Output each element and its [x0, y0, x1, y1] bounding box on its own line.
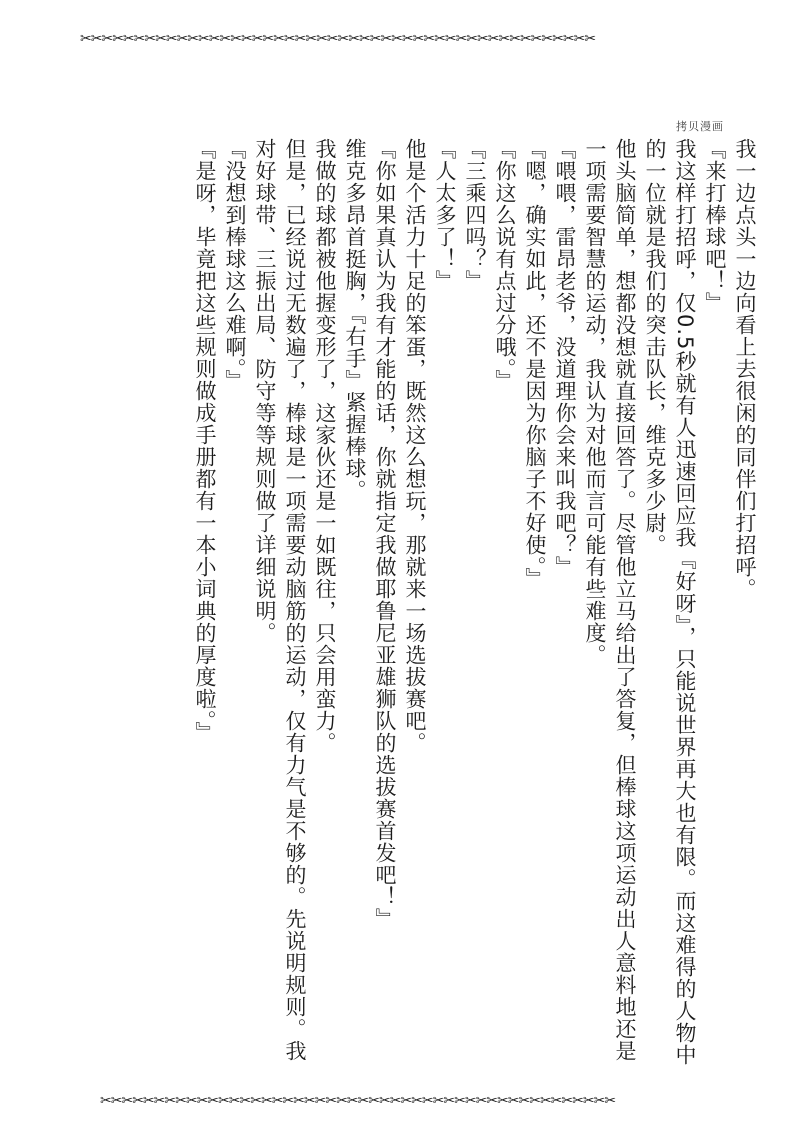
- paragraph: 维克多昂首挺胸，『右手』紧握棒球。: [343, 138, 367, 502]
- paragraph: 『喂喂，雷昂老爷，没道理你会来叫我吧？』: [553, 138, 577, 578]
- paragraph: 『你这么说有点过分哦。』: [493, 138, 517, 392]
- paragraph: 我做的球都被他握变形了，这家伙还是一如既往，只会用蛮力。: [313, 138, 337, 754]
- paragraph: 『三乘四吗？』: [463, 138, 487, 292]
- watermark-label: 拷贝漫画: [676, 120, 724, 133]
- top-ornament-border: ✂✂✂✂✂✂✂✂✂✂✂✂✂✂✂✂✂✂✂✂✂✂✂✂✂✂✂✂✂✂✂✂✂✂✂✂✂✂✂✂✂✂✂✂✂✂✂✂: [80, 32, 596, 46]
- paragraph: 『人太多了！』: [433, 138, 457, 292]
- paragraph: 『来打棒球吧！』: [703, 138, 727, 314]
- paragraph: 『是呀，毕竟把这些规则做成手册都有一本小词典的厚度啦。』: [193, 138, 217, 744]
- paragraph: 我这样打招呼，仅0.5秒就有人迅速回应我『好呀』，只能说世界再大也有限。而这难得的人物中的一位就是我们的突击队长，维克多少尉。: [643, 138, 697, 1066]
- paragraph: 『你如果真认为我有才能的话，你就指定我做耶鲁尼亚雄狮队的选拔赛首发吧！』: [373, 138, 397, 930]
- paragraph: 他头脑简单，想都没想就直接回答了。尽管他立马给出了答复，但棒球这项运动出人意料地还是一项需要智慧的运动，我认为对他而言可能有些难度。: [583, 138, 637, 1062]
- paragraph: 我一边点头一边向看上去很闲的同伴们打招呼。: [733, 138, 757, 600]
- paragraph: 『没想到棒球这么难啊。』: [223, 138, 247, 392]
- paragraph: 『嗯，确实如此，还不是因为你脑子不好使。』: [523, 138, 547, 590]
- paragraph: 他是个活力十足的笨蛋，既然这么想玩，那就来一场选拔赛吧。: [403, 138, 427, 754]
- novel-text-body: [80, 138, 760, 1078]
- bottom-ornament-border: ✂✂✂✂✂✂✂✂✂✂✂✂✂✂✂✂✂✂✂✂✂✂✂✂✂✂✂✂✂✂✂✂✂✂✂✂✂✂✂✂✂✂✂✂✂✂✂✂: [100, 1094, 616, 1108]
- paragraph: 但是，已经说过无数遍了，棒球是一项需要动脑筋的运动，仅有力气是不够的。先说明规则。我对好球带、三振出局、防守等等规则做了详细说明。: [253, 138, 307, 1062]
